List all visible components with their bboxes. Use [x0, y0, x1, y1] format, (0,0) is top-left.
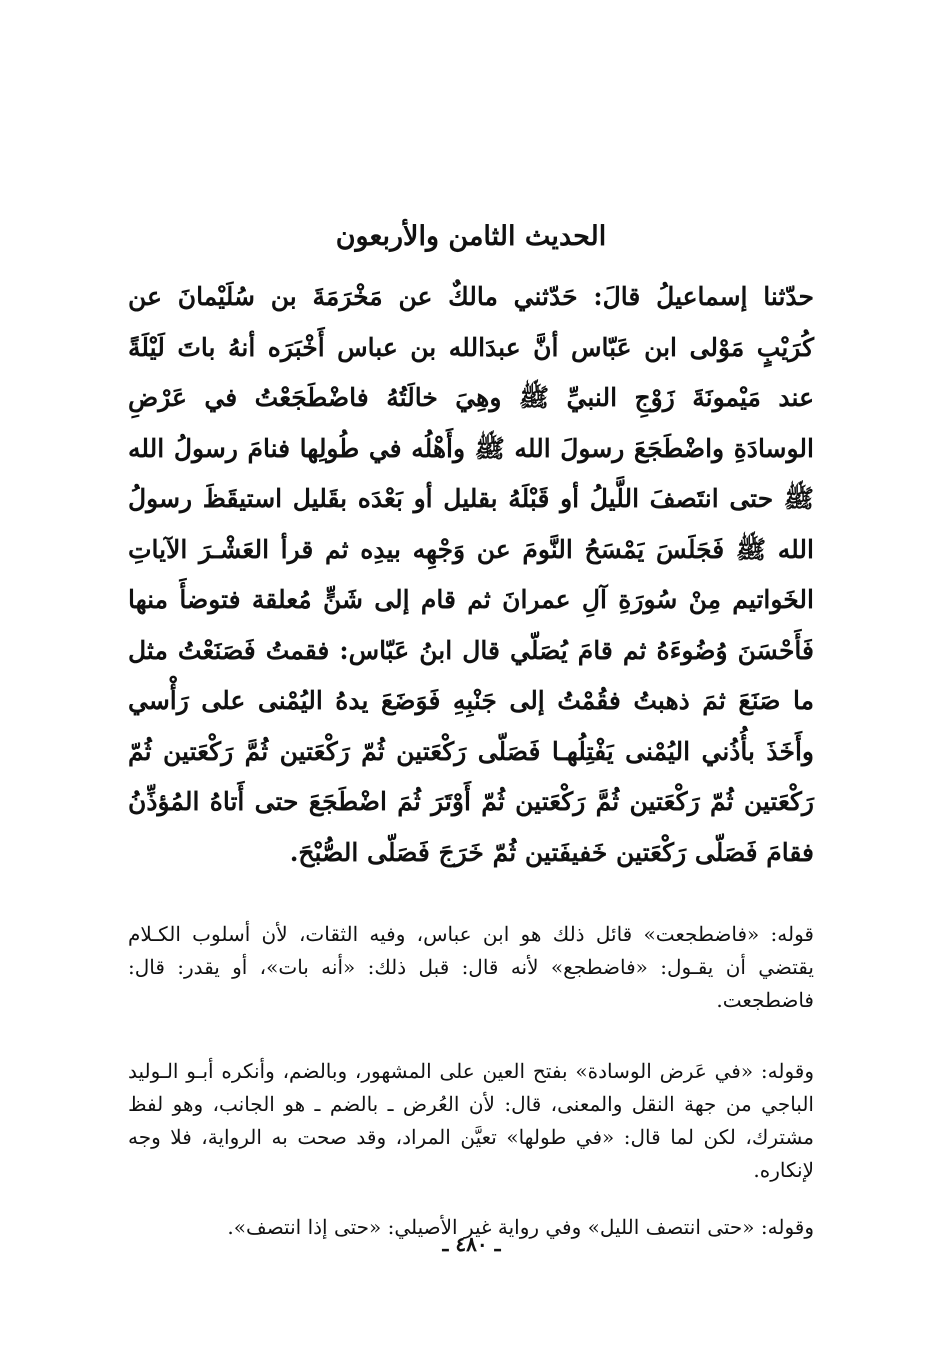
hadith-text: حدّثنا إسماعيلُ قالَ: حَدّثني مالكٌ عن مَخْرَمَةَ بن سُلَيْمانَ عن كُرَيْبٍ مَوْلى ابن عَبّاس أنَّ عبدَالله بن عباس أَخْبَرَه أنهُ باتَ لَيْلَةً عند مَيْمونَةَ زَوْجِ النبيِّ ﷺ وهِيَ خالَتُهُ فاضْطَجَعْتُ في عَرْضِ الوسادَةِ واضْطَجَعَ رسولَ الله ﷺ وأَهْلُه في طُولِها فنامَ رسولُ الله ﷺ حتى انتَصفَ اللَّيلُ أو قَبْلَهُ بقليل أو بَعْدَه بقَليل استيقَظَ رسولُ الله ﷺ فَجَلَسَ يَمْسَحُ النَّومَ عن وَجْهِه بيدِه ثم قرأ العَشْـرَ الآياتِ الخَواتيم مِنْ سُورَةِ آلِ عمرانَ ثم قام إلى شَنٍّ مُعلقة فتوضأَ منها فَأَحْسَنَ وُضُوءَهُ ثم قامَ يُصَلّي قال ابنُ عَبّاس: فقمتُ فَصَنَعْتُ مثل ما صَنَعَ ثمَ ذهبتُ فقُمْتُ إلى جَنْبِهِ فَوَضَعَ يدهُ اليُمْنى على رَأْسي وأَخَذَ بأُذُني اليُمْنى يَفْتِلُهـا فَصَلّى رَكْعَتين ثُمّ رَكْعَتين ثُمَّ رَكْعَتين ثُمّ رَكْعَتين ثُمّ رَكْعَتين ثُمَّ رَكْعَتين ثُمّ أَوْتَرَ ثُمَ اضْطَجَعَ حتى أَتاهُ المُؤذِّنُ فقامَ فَصَلّى رَكْعَتين خَفيفَتين ثُمّ خَرَجَ فَصَلّى الصُّبْحَ. — [128, 282, 815, 867]
commentary-paragraph-3: وقوله: «حتى انتصف الليل» وفي رواية غير الأصيلي: «حتى إذا انتصف». — [227, 1215, 814, 1239]
page-body — [128, 212, 814, 1244]
commentary-paragraph-1: قوله: «فاضطجعت» قائل ذلك هو ابن عباس، وفيه الثقات، لأن أسلوب الكـلام يقتضي أن يقـول: «فاضطجع» لأنه قال: قبل ذلك: «أنه بات»، أو يقدر: قال: فاضطجعت. — [128, 922, 814, 1012]
commentary-paragraph-2: وقوله: «في عَرض الوسادة» بفتح العين على المشهور، وبالضم، وأنكره أبـو الـوليد الباجي من جهة النقل والمعنى، قال: لأن العُرض ـ بالضم ـ هو الجانب، وهو لفظ مشترك، لكن لما قال: «في طولها» تعيَّن المراد، وقد صحت به الرواية، فلا وجه لإنكاره. — [128, 1059, 814, 1182]
chapter-title: الحديث الثامن والأربعون — [335, 221, 607, 252]
page-number: ـ ٤٨٠ ـ — [442, 1232, 501, 1256]
